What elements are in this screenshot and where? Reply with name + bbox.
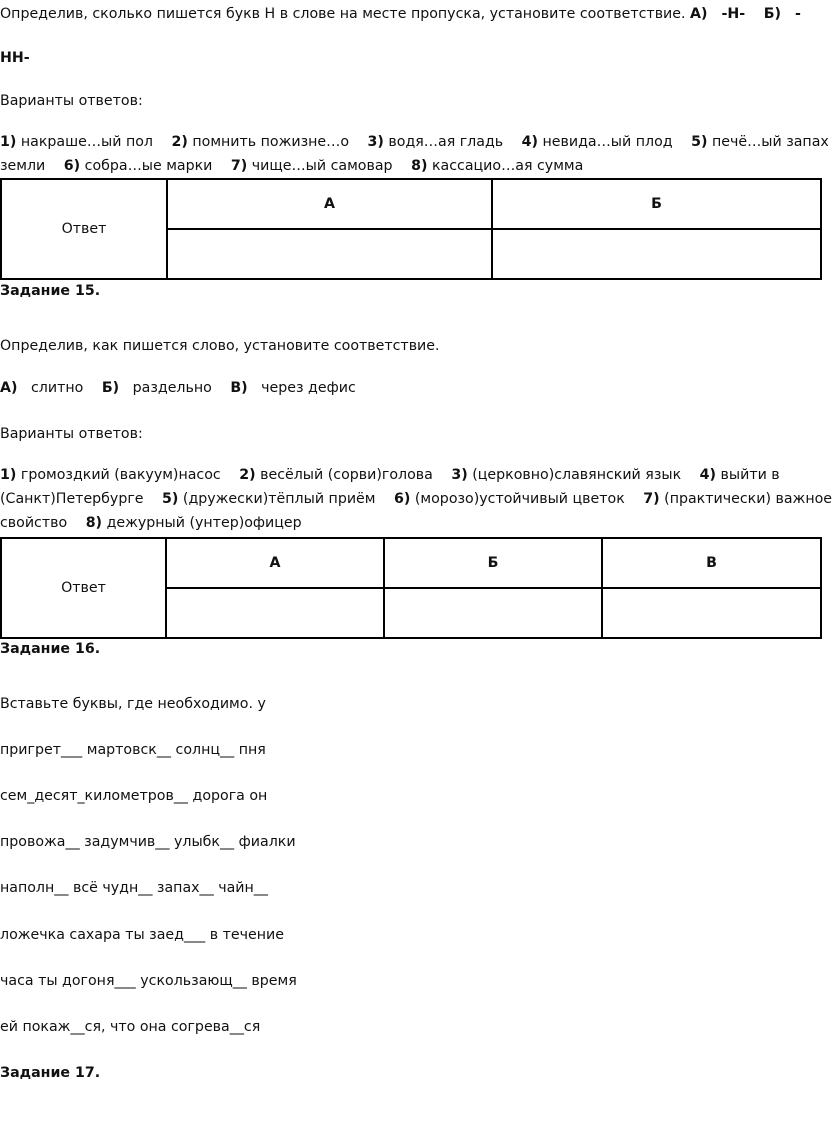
task14-variants-line1	[0, 131, 829, 154]
variant-text-start: печё…ый запах	[711, 134, 829, 150]
answer-cell-a[interactable]	[167, 229, 492, 279]
task15-instruction: Определив, как пишется слово, установите соответствие.	[0, 338, 440, 354]
task15-variants-line1	[0, 464, 816, 487]
task14-instruction-line	[0, 3, 816, 26]
task16-line: ложечка сахара ты заед___ в течение	[0, 927, 284, 943]
option: А) слитно	[0, 380, 84, 396]
task14-variants-line2	[0, 155, 816, 178]
task16-line: сем_десят_километров__ дорога он	[0, 788, 268, 804]
option-a-text: -Н-	[721, 6, 746, 22]
variant: 4) невида…ый плод	[521, 134, 673, 150]
task15-variants-line2	[0, 488, 832, 511]
variant-text-start: (практически) важное	[664, 491, 832, 507]
answer-cell-v[interactable]	[602, 588, 821, 638]
option-b-text-start: -	[795, 6, 801, 22]
option-b-text-end: НН-	[0, 50, 30, 66]
variant: 4) выйти в	[699, 467, 780, 483]
variant: 8) дежурный (унтер)офицер	[85, 515, 302, 531]
variant-text-end: земли	[0, 158, 46, 174]
task16-line: наполн__ всё чудн__ запах__ чайн__	[0, 880, 268, 896]
task16-line: пригрет___ мартовск__ солнц__ пня	[0, 742, 266, 758]
variant: 6) собра…ые марки	[63, 158, 213, 174]
variant: 8) кассацио…ая сумма	[411, 158, 584, 174]
column-header-a: А	[167, 179, 492, 229]
variant: 3) водя…ая гладь	[367, 134, 504, 150]
task14-variants-label: Варианты ответов:	[0, 93, 143, 109]
answer-cell-a[interactable]	[166, 588, 384, 638]
answer-cell-b[interactable]	[492, 229, 821, 279]
variant: 7) чище…ый самовар	[230, 158, 393, 174]
task16-line: часа ты догоня___ ускользающ__ время	[0, 973, 297, 989]
variant: 6) (морозо)устойчивый цветок	[394, 491, 625, 507]
answer-row-label: Ответ	[1, 179, 167, 279]
variant-text-end: (Санкт)Петербурге	[0, 491, 144, 507]
task14-answer-table	[0, 178, 822, 280]
task16-line: ей покаж__ся, что она согрева__ся	[0, 1019, 261, 1035]
column-header-v: В	[602, 538, 821, 588]
column-header-a: А	[166, 538, 384, 588]
variant: 2) помнить пожизне…о	[171, 134, 350, 150]
task14-instruction: Определив, сколько пишется букв Н в слове на месте пропуска, установите соответствие.	[0, 6, 686, 22]
variant: 5) (дружески)тёплый приём	[162, 491, 376, 507]
option-b-letter: Б)	[763, 6, 781, 22]
task15-variants-line3	[0, 512, 816, 535]
column-header-b: Б	[384, 538, 602, 588]
task15-heading: Задание 15.	[0, 283, 101, 299]
variant: 5) печё…ый запах	[691, 134, 829, 150]
task15-options	[0, 377, 816, 400]
variant-text-end: свойство	[0, 515, 68, 531]
task15-variants-label: Варианты ответов:	[0, 426, 143, 442]
task16-heading: Задание 16.	[0, 641, 101, 657]
variant: 2) весёлый (сорви)голова	[239, 467, 433, 483]
variant: 1) накраше…ый пол	[0, 134, 153, 150]
variant: 7) (практически) важное	[643, 491, 832, 507]
option: В) через дефис	[230, 380, 356, 396]
task16-line: провожа__ задумчив__ улыбк__ фиалки	[0, 834, 296, 850]
option-a-letter: А)	[690, 6, 708, 22]
task15-answer-table	[0, 537, 822, 639]
task16-line: Вставьте буквы, где необходимо. у	[0, 696, 266, 712]
answer-cell-b[interactable]	[384, 588, 602, 638]
column-header-b: Б	[492, 179, 821, 229]
answer-row-label: Ответ	[1, 538, 166, 638]
variant: 3) (церковно)славянский язык	[451, 467, 682, 483]
variant-text-start: выйти в	[720, 467, 780, 483]
task17-heading: Задание 17.	[0, 1065, 101, 1081]
variant: 1) громоздкий (вакуум)насос	[0, 467, 221, 483]
option: Б) раздельно	[101, 380, 212, 396]
